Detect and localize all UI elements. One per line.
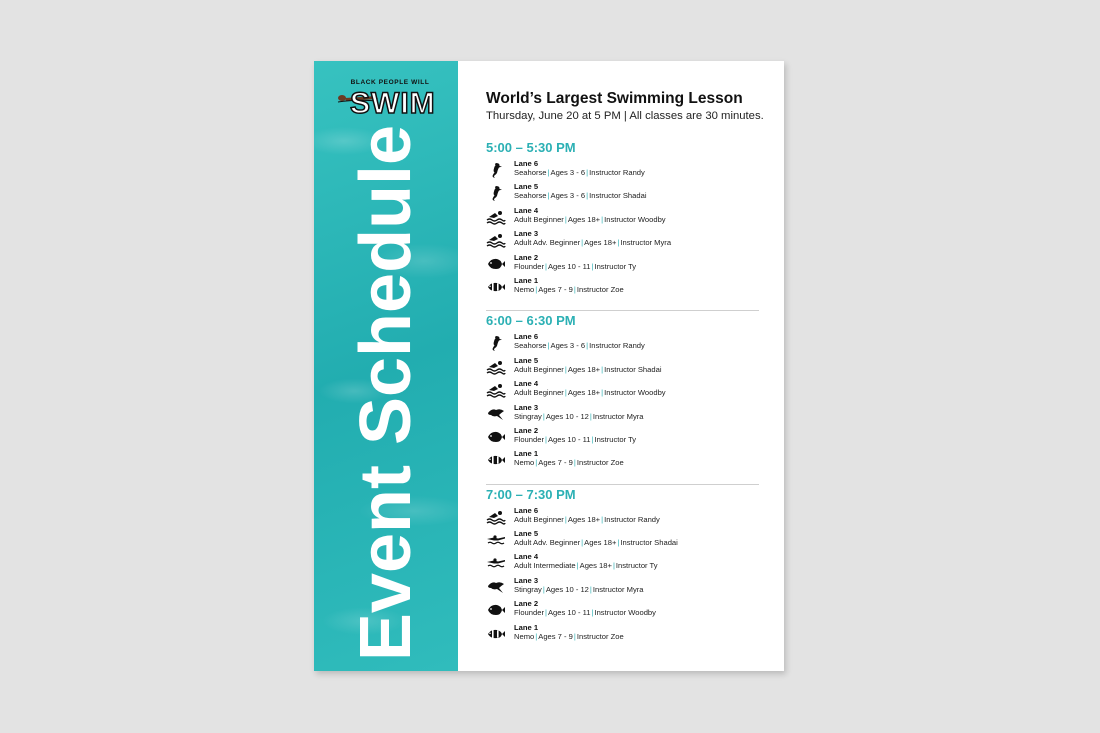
lane-class: Adult Adv. Beginner xyxy=(514,538,581,548)
stingray-icon xyxy=(486,406,506,422)
lane-row xyxy=(486,506,766,529)
separator: | xyxy=(573,458,576,468)
swim-logo xyxy=(336,79,436,131)
separator: | xyxy=(547,168,550,177)
lane-details xyxy=(514,285,624,295)
lane-ages: Ages 10 - 11 xyxy=(547,608,591,618)
separator: | xyxy=(586,191,589,201)
swimmer-icon xyxy=(486,509,506,525)
lane-ages: Ages 18+ xyxy=(567,514,601,524)
lane-class: Adult Beginner xyxy=(514,364,564,374)
separator: | xyxy=(586,341,589,351)
lane-instructor: Instructor Shadai xyxy=(620,538,678,548)
separator: | xyxy=(544,434,547,444)
lane-number: Lane 2 xyxy=(514,425,539,435)
separator: | xyxy=(535,631,538,641)
flounder-icon xyxy=(486,429,506,445)
swimmer-icon xyxy=(486,209,506,225)
swimmer-dive-icon xyxy=(486,532,506,548)
lane-class: Stingray xyxy=(514,411,542,421)
lane-instructor: Instructor Ty xyxy=(594,261,637,271)
lane-instructor: Instructor Myra xyxy=(592,411,644,421)
lane-instructor: Instructor Zoe xyxy=(576,631,624,641)
separator: | xyxy=(612,561,615,571)
separator: | xyxy=(601,388,604,398)
lane-class: Nemo xyxy=(514,284,535,294)
swimmer-icon xyxy=(486,359,506,375)
lane-ages: Ages 3 - 6 xyxy=(550,168,586,177)
separator: | xyxy=(601,214,604,224)
lane-number: Lane 4 xyxy=(514,379,539,389)
lane-instructor: Instructor Randy xyxy=(604,514,660,524)
lane-number: Lane 3 xyxy=(514,402,539,412)
separator: | xyxy=(542,411,545,421)
lane-class: Adult Adv. Beginner xyxy=(514,238,581,248)
lane-row xyxy=(486,379,766,402)
lane-class: Nemo xyxy=(514,458,535,468)
session-time: 7:00 – 7:30 PM xyxy=(486,486,576,502)
lane-class: Flounder xyxy=(514,608,544,618)
separator: | xyxy=(576,561,579,571)
session-block xyxy=(486,313,766,472)
lane-row xyxy=(486,159,766,182)
lane-instructor: Instructor Randy xyxy=(589,168,645,177)
schedule-main xyxy=(486,89,766,646)
separator: | xyxy=(573,284,576,294)
lane-number: Lane 1 xyxy=(514,622,539,632)
separator: | xyxy=(617,238,620,248)
lane-row xyxy=(486,599,766,622)
section-divider xyxy=(486,484,759,485)
lane-number: Lane 1 xyxy=(514,449,539,459)
lane-ages: Ages 18+ xyxy=(584,238,617,248)
lane-details xyxy=(514,632,624,642)
logo-word: SWIM xyxy=(350,87,436,120)
lane-class: Stingray xyxy=(514,584,542,594)
lane-instructor: Instructor Ty xyxy=(594,434,637,444)
lane-ages: Ages 3 - 6 xyxy=(550,191,586,201)
separator: | xyxy=(573,631,576,641)
lane-number: Lane 6 xyxy=(514,505,539,515)
lane-ages: Ages 7 - 9 xyxy=(538,631,573,641)
lane-instructor: Instructor Myra xyxy=(620,238,672,248)
logo-top-text: BLACK PEOPLE WILL xyxy=(350,79,430,86)
lane-ages: Ages 7 - 9 xyxy=(538,458,573,468)
separator: | xyxy=(581,538,584,548)
lane-details xyxy=(514,435,636,445)
lane-row xyxy=(486,182,766,205)
swimmer-icon xyxy=(486,232,506,248)
lane-instructor: Instructor Woodby xyxy=(594,608,656,618)
stingray-icon xyxy=(486,579,506,595)
lane-class: Adult Beginner xyxy=(514,388,564,398)
lane-number: Lane 5 xyxy=(514,355,539,365)
lane-row xyxy=(486,229,766,252)
lane-details xyxy=(514,412,644,422)
separator: | xyxy=(544,608,547,618)
page-title: World’s Largest Swimming Lesson xyxy=(486,90,743,107)
event-flyer xyxy=(314,61,784,671)
sessions-list xyxy=(486,140,766,646)
lane-ages: Ages 10 - 12 xyxy=(545,411,589,421)
lane-row xyxy=(486,253,766,276)
lane-details xyxy=(514,515,660,525)
lane-class: Adult Intermediate xyxy=(514,561,576,571)
seahorse-icon xyxy=(486,335,506,351)
lane-class: Adult Beginner xyxy=(514,214,564,224)
separator: | xyxy=(535,284,538,294)
separator: | xyxy=(586,168,589,177)
lane-details xyxy=(514,388,666,398)
lane-ages: Ages 18+ xyxy=(584,538,617,548)
seahorse-icon xyxy=(486,185,506,201)
separator: | xyxy=(564,388,567,398)
separator: | xyxy=(591,608,594,618)
lane-instructor: Instructor Shadai xyxy=(589,191,647,201)
lane-instructor: Instructor Randy xyxy=(589,341,645,351)
separator: | xyxy=(542,584,545,594)
clownfish-icon xyxy=(486,452,506,468)
separator: | xyxy=(581,238,584,248)
separator: | xyxy=(544,261,547,271)
lane-instructor: Instructor Woodby xyxy=(604,214,666,224)
side-panel xyxy=(314,61,458,671)
lane-instructor: Instructor Myra xyxy=(592,584,644,594)
lane-row xyxy=(486,623,766,646)
lane-ages: Ages 10 - 12 xyxy=(545,584,589,594)
lane-ages: Ages 18+ xyxy=(579,561,612,571)
lane-class: Seahorse xyxy=(514,168,547,177)
lane-instructor: Instructor Shadai xyxy=(604,364,662,374)
lane-row xyxy=(486,403,766,426)
lane-row xyxy=(486,529,766,552)
lane-details xyxy=(514,585,644,595)
seahorse-icon xyxy=(486,162,506,178)
lane-number: Lane 2 xyxy=(514,599,539,609)
lane-row xyxy=(486,449,766,472)
separator: | xyxy=(591,434,594,444)
swimmer-dive-icon xyxy=(486,555,506,571)
lane-instructor: Instructor Ty xyxy=(615,561,658,571)
lane-details xyxy=(514,238,671,248)
separator: | xyxy=(547,341,550,351)
lane-instructor: Instructor Zoe xyxy=(576,458,624,468)
lane-number: Lane 5 xyxy=(514,182,539,192)
lane-number: Lane 4 xyxy=(514,205,539,215)
lane-details xyxy=(514,538,678,548)
session-block xyxy=(486,140,766,299)
lane-number: Lane 3 xyxy=(514,229,539,239)
flounder-icon xyxy=(486,602,506,618)
separator: | xyxy=(564,364,567,374)
separator: | xyxy=(601,364,604,374)
session-time: 6:00 – 6:30 PM xyxy=(486,313,576,329)
section-divider xyxy=(486,310,759,311)
lane-number: Lane 2 xyxy=(514,252,539,262)
separator: | xyxy=(589,411,592,421)
lane-class: Flounder xyxy=(514,434,544,444)
lane-ages: Ages 18+ xyxy=(567,214,601,224)
separator: | xyxy=(601,514,604,524)
separator: | xyxy=(535,458,538,468)
lane-details xyxy=(514,458,624,468)
lane-class: Seahorse xyxy=(514,341,547,351)
lane-row xyxy=(486,206,766,229)
lane-details xyxy=(514,608,656,618)
swimmer-icon xyxy=(486,382,506,398)
page-subtitle: Thursday, June 20 at 5 PM | All classes are 30 minutes. xyxy=(486,110,764,122)
lane-number: Lane 1 xyxy=(514,275,539,285)
lane-details xyxy=(514,365,662,375)
lane-row xyxy=(486,552,766,575)
lane-number: Lane 4 xyxy=(514,552,539,562)
lane-details xyxy=(514,215,666,225)
lane-ages: Ages 18+ xyxy=(567,364,601,374)
clownfish-icon xyxy=(486,626,506,642)
separator: | xyxy=(591,261,594,271)
lane-number: Lane 6 xyxy=(514,159,539,168)
separator: | xyxy=(564,214,567,224)
clownfish-icon xyxy=(486,279,506,295)
lane-number: Lane 6 xyxy=(514,332,539,342)
flounder-icon xyxy=(486,256,506,272)
lane-ages: Ages 10 - 11 xyxy=(547,261,591,271)
lane-row xyxy=(486,426,766,449)
lane-number: Lane 5 xyxy=(514,529,539,539)
lane-ages: Ages 3 - 6 xyxy=(550,341,586,351)
lane-ages: Ages 7 - 9 xyxy=(538,284,573,294)
lane-details xyxy=(514,168,645,178)
lane-class: Seahorse xyxy=(514,191,547,201)
lane-details xyxy=(514,191,647,201)
separator: | xyxy=(617,538,620,548)
lane-class: Flounder xyxy=(514,261,544,271)
lane-ages: Ages 18+ xyxy=(567,388,601,398)
separator: | xyxy=(564,514,567,524)
session-block xyxy=(486,487,766,646)
lane-class: Adult Beginner xyxy=(514,514,564,524)
lane-row xyxy=(486,276,766,299)
lane-ages: Ages 10 - 11 xyxy=(547,434,591,444)
lane-instructor: Instructor Woodby xyxy=(604,388,666,398)
lane-row xyxy=(486,356,766,379)
lane-instructor: Instructor Zoe xyxy=(576,284,624,294)
lane-details xyxy=(514,341,645,351)
lane-class: Nemo xyxy=(514,631,535,641)
separator: | xyxy=(547,191,550,201)
separator: | xyxy=(589,584,592,594)
lane-row xyxy=(486,576,766,599)
event-schedule-title: Event Schedule xyxy=(346,124,426,662)
session-time: 5:00 – 5:30 PM xyxy=(486,140,576,155)
lane-details xyxy=(514,262,636,272)
lane-details xyxy=(514,561,658,571)
lane-number: Lane 3 xyxy=(514,575,539,585)
lane-row xyxy=(486,332,766,355)
